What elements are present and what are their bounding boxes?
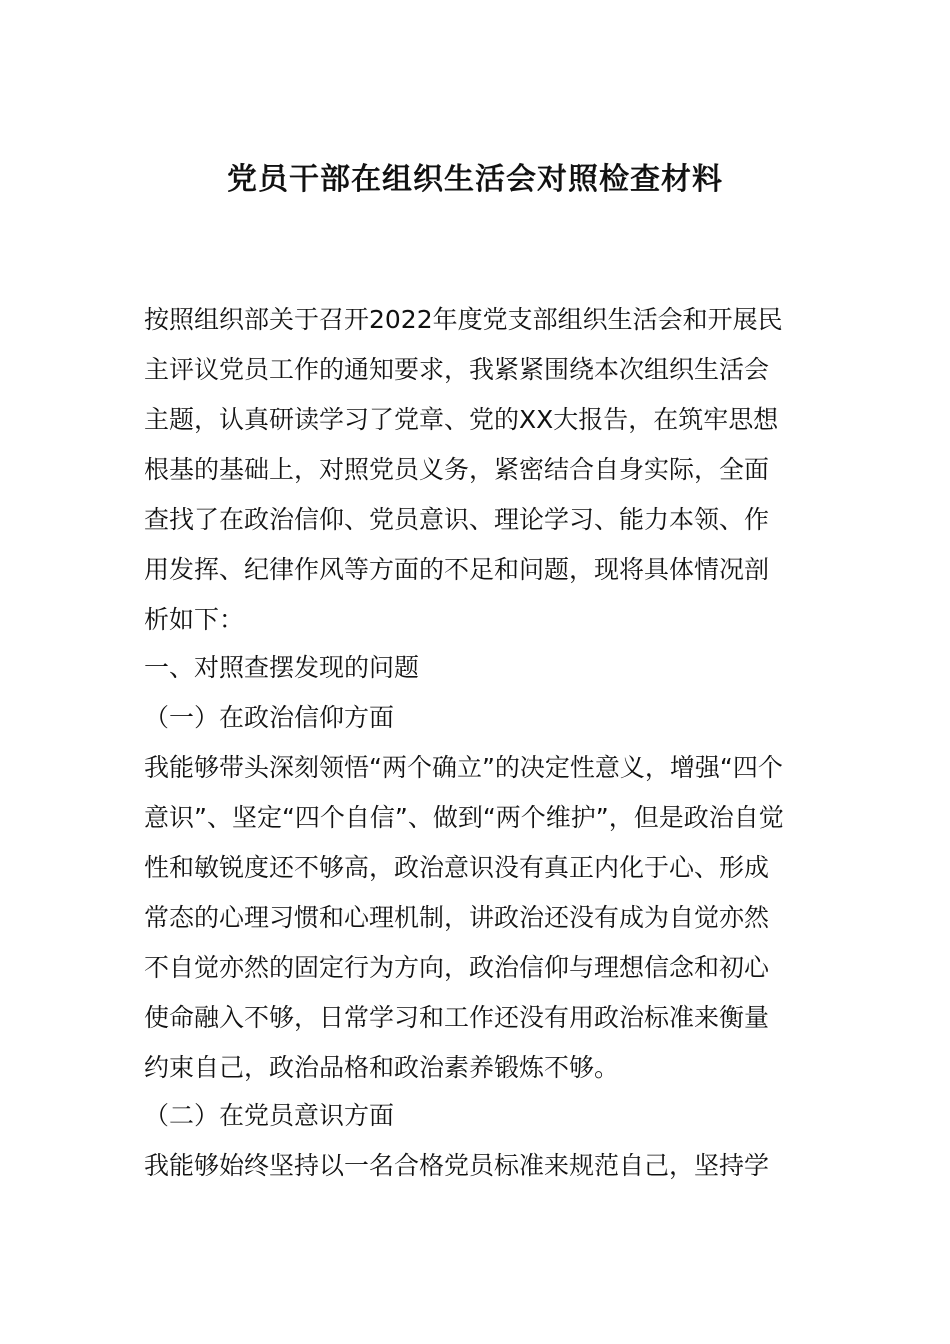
- paragraph-line: 我能够始终坚持以一名合格党员标准来规范自己，坚持学: [144, 1151, 770, 1180]
- paragraph-line: 按照组织部关于召开2022年度党支部组织生活会和开展民: [144, 305, 783, 334]
- paragraph-line: 主题，认真研读学习了党章、党的XX大报告，在筑牢思想: [144, 405, 779, 434]
- subsection-heading: （一）在政治信仰方面: [144, 703, 395, 732]
- paragraph-line: 约束自己，政治品格和政治素养锻炼不够。: [144, 1053, 620, 1082]
- section-heading: 一、对照查摆发现的问题: [144, 653, 420, 682]
- paragraph-line: 用发挥、纪律作风等方面的不足和问题，现将具体情况剖: [144, 555, 770, 584]
- paragraph-line: 查找了在政治信仰、党员意识、理论学习、能力本领、作: [144, 505, 770, 534]
- paragraph-line: 我能够带头深刻领悟“两个确立”的决定性意义，增强“四个: [144, 753, 783, 782]
- paragraph-line: 根基的基础上，对照党员义务，紧密结合自身实际，全面: [144, 455, 770, 484]
- paragraph-line: 不自觉亦然的固定行为方向，政治信仰与理想信念和初心: [144, 953, 770, 982]
- paragraph-line: 常态的心理习惯和心理机制，讲政治还没有成为自觉亦然: [144, 903, 770, 932]
- paragraph-line: 使命融入不够，日常学习和工作还没有用政治标准来衡量: [144, 1003, 770, 1032]
- subsection-heading: （二）在党员意识方面: [144, 1101, 395, 1130]
- paragraph-line: 意识”、坚定“四个自信”、做到“两个维护”，但是政治自觉: [144, 803, 784, 832]
- document-title: 党员干部在组织生活会对照检查材料: [227, 162, 723, 197]
- paragraph-line: 析如下：: [144, 605, 245, 634]
- paragraph-line: 性和敏锐度还不够高，政治意识没有真正内化于心、形成: [144, 853, 770, 882]
- paragraph-line: 主评议党员工作的通知要求，我紧紧围绕本次组织生活会: [144, 355, 770, 384]
